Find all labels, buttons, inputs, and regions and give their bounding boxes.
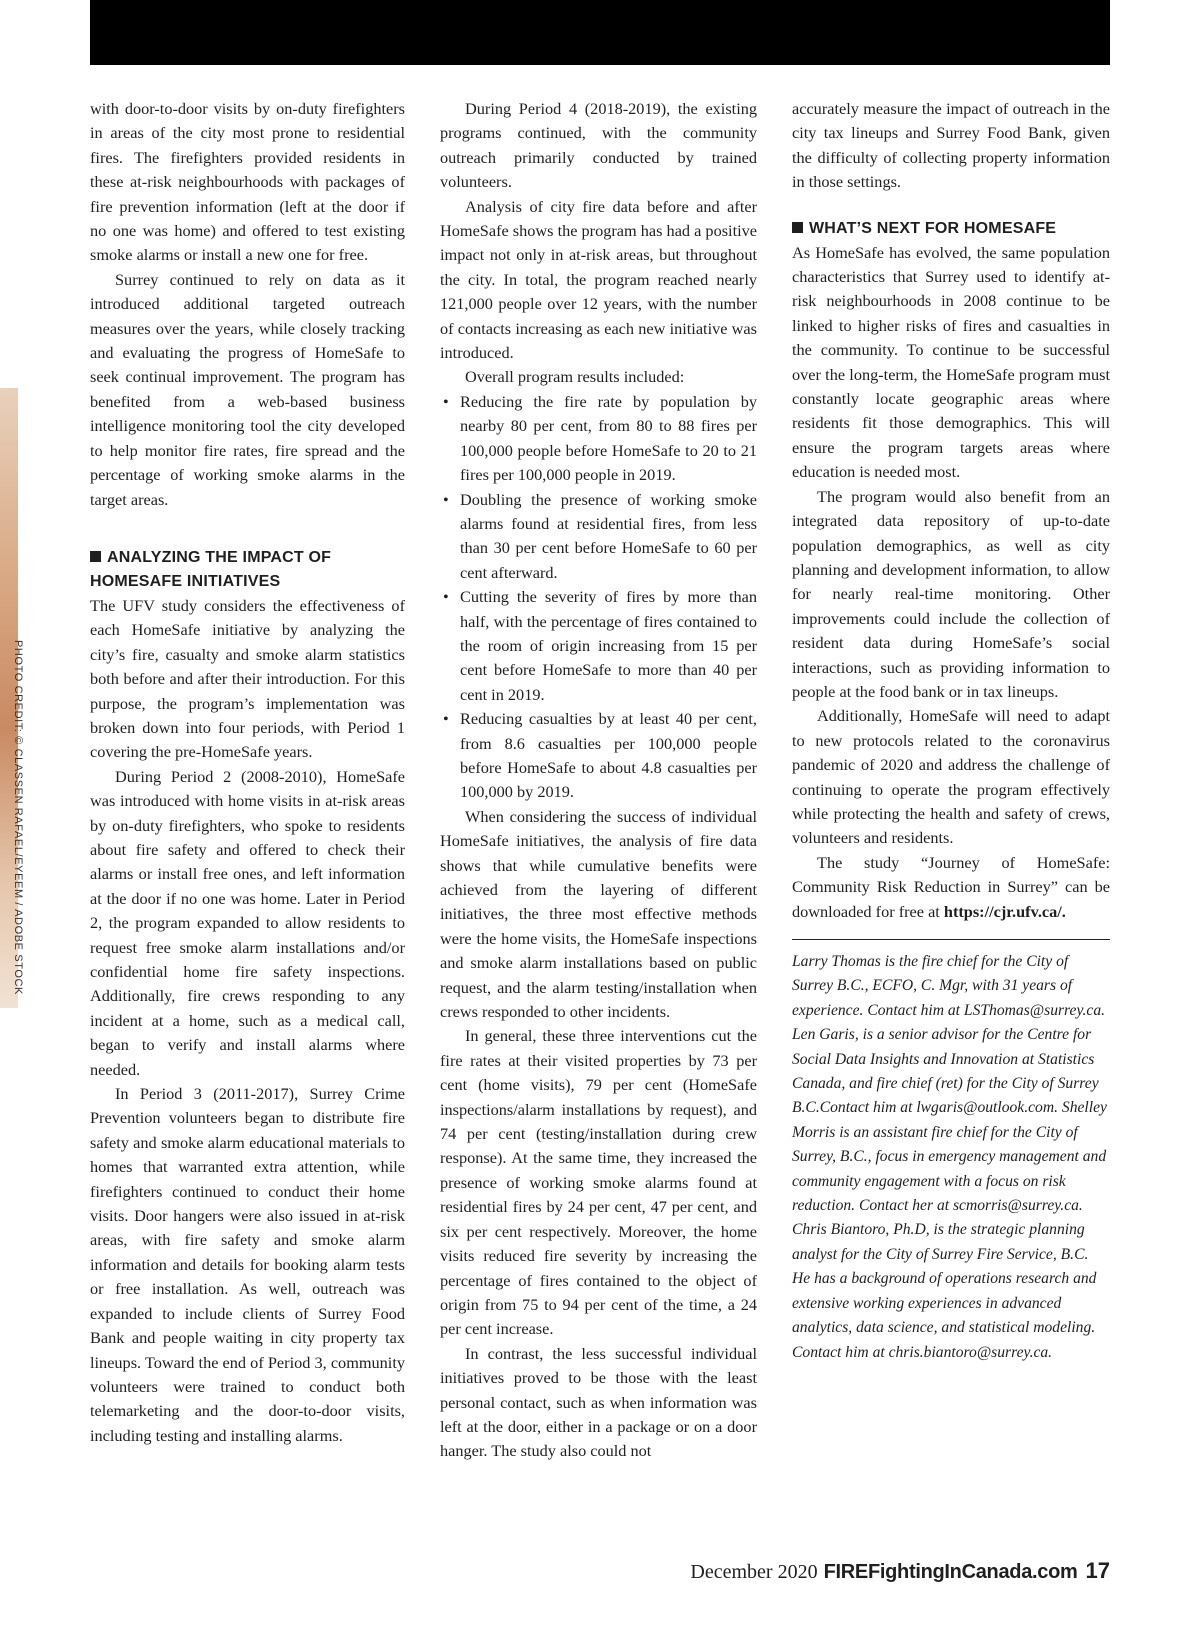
col3-paragraph-2: As HomeSafe has evolved, the same population characteristics that Surrey used to identify at-risk neighbourhoods in 2008 continue to be linked to higher risks of fires and casualties in the community. To continue to be successful over the long-term, the HomeSafe program must constantly locate geographic areas where residents fit those demographics. This will ensure the program targets areas where education is needed most.: [792, 242, 1110, 482]
col1-paragraph-3: The UFV study considers the effectiveness of each HomeSafe initiative by analyzing the city’s fire, casualty and smoke alarm statistics both before and after their introduction. For this purpose, the program’s implementation was broken down into four periods, with Period 1 covering the pre-HomeSafe years.: [90, 595, 405, 762]
section-heading-text: ANALYZING THE IMPACT OF HOMESAFE INITIATIVES: [90, 548, 332, 590]
col2-paragraph-2: Analysis of city fire data before and after HomeSafe shows the program has had a positive impact not only in at-risk areas, but throughout the city. In total, the program reached nearly 121,000 people over 12 years, with the number of contacts increasing as each new initiative was introduced.: [440, 196, 757, 363]
section-heading-text: WHAT’S NEXT FOR HOMESAFE: [809, 219, 1057, 237]
page-number: 17: [1085, 1558, 1110, 1583]
top-black-banner: [90, 0, 1110, 65]
author-bio: Larry Thomas is the fire chief for the City of Surrey B.C., ECFO, C. Mgr, with 31 years of experience. Contact him at LSThomas@surrey.ca. Len Garis, is a senior advisor for the Centre for Social Data Insights and Innovation at Statistics Canada, and fire chief (ret) for the City of Surrey B.C.Contact him at lwgaris@outlook.com. Shelley Morris is an assistant fire chief for the City of Surrey, B.C., focus in emergency management and community engagement with a focus on risk reduction. Contact her at scmorris@surrey.ca. Chris Biantoro, Ph.D, is the strategic planning analyst for the City of Surrey Fire Service, B.C. He has a background of operations research and extensive working experiences in advanced analytics, data science, and statistical modeling. Contact him at chris.biantoro@surrey.ca.: [792, 953, 1107, 1361]
col3-paragraph-1: accurately measure the impact of outreach in the city tax lineups and Surrey Food Bank, given the difficulty of collecting property information in those settings.: [792, 99, 1110, 192]
col3-paragraph-3: The program would also benefit from an integrated data repository of up-to-date population demographics, as well as city planning and development information, to allow for nearly real-time monitoring. Other improvements could include the collection of resident data during HomeSafe’s social interactions, such as providing information to people at the food bank or in tax lineups.: [792, 486, 1110, 701]
col2-paragraph-3: Overall program results included:: [465, 367, 685, 387]
column-2: [440, 97, 757, 1464]
col2-paragraph-5: In general, these three interventions cut the fire rates at their visited properties by 73 per cent (home visits), 79 per cent (HomeSafe inspections/alarm installations by request), and 74 per cent (testing/installation during crew response). At the same time, they increased the presence of working smoke alarms found at residential fires by 24 per cent, 47 per cent, and six per cent respectively. Moreover, the home visits reduced fire severity by increasing the percentage of fires contained to the object of origin from 75 to 94 per cent of the time, a 24 per cent increase.: [440, 1026, 757, 1339]
section-heading-whats-next: [792, 217, 1110, 241]
column-3: [792, 97, 1110, 1365]
bio-divider: [792, 939, 1110, 940]
list-item: • Doubling the presence of working smoke alarms found at residential fires, from less than 30 per cent before HomeSafe to 60 per cent afterward.: [440, 488, 757, 586]
square-bullet-icon: [792, 222, 803, 233]
footer-site: FIREFightingInCanada.com: [823, 1561, 1078, 1583]
results-list: [440, 390, 757, 805]
col2-paragraph-6: In contrast, the less successful individual initiatives proved to be those with the least personal contact, such as when information was left at the door, either in a package or on a door hanger. The study also could not: [440, 1343, 757, 1461]
col1-paragraph-1: with door-to-door visits by on-duty firefighters in areas of the city most prone to residential fires. The firefighters provided residents in these at-risk neighbourhoods with packages of fire prevention information (left at the door if no one was home) and offered to test existing smoke alarms or install a new one for free.: [90, 99, 405, 265]
section-heading-analyzing: [90, 546, 405, 594]
col1-paragraph-2: Surrey continued to rely on data as it introduced additional targeted outreach measures over the years, while closely tracking and evaluating the progress of HomeSafe to seek continual improvement. The program has benefited from a web-based business intelligence monitoring tool the city developed to help monitor fire rates, fire spread and the percentage of working smoke alarms in the target areas.: [90, 269, 405, 509]
col2-paragraph-1: During Period 4 (2018-2019), the existing programs continued, with the community outreach primarily conducted by trained volunteers.: [440, 99, 757, 192]
list-item: • Reducing the fire rate by population by nearby 80 per cent, from 80 to 88 fires per 100,000 people before HomeSafe to 20 to 21 fires per 100,000 people in 2019.: [440, 390, 757, 488]
list-item: • Cutting the severity of fires by more than half, with the percentage of fires contained to the room of origin increasing from 15 per cent before HomeSafe to more than 40 per cent in 2019.: [440, 585, 757, 707]
column-1: [90, 97, 405, 1448]
col3-paragraph-4: Additionally, HomeSafe will need to adapt to new protocols related to the coronavirus pandemic of 2020 and address the challenge of continuing to operate the program effectively while protecting the health and safety of crews, volunteers and residents.: [792, 706, 1110, 848]
square-bullet-icon: [90, 551, 101, 562]
col1-paragraph-4: During Period 2 (2008-2010), HomeSafe was introduced with home visits in at-risk areas by on-duty firefighters, who spoke to residents about fire safety and offered to check their alarms or install free ones, and left information at the door if no one was home. Later in Period 2, the program expanded to allow residents to request free smoke alarm installations and/or confidential home fire safety inspections. Additionally, fire crews responding to any incident at a home, such as a medical call, began to verify and install alarms where needed.: [90, 766, 405, 1079]
col1-paragraph-5: In Period 3 (2011-2017), Surrey Crime Prevention volunteers began to distribute fire safety and smoke alarm educational materials to homes that warranted extra attention, while firefighters continued to conduct their home visits. Door hangers were also issued in at-risk areas, with fire safety and smoke alarm information and details for booking alarm tests or free installation. As well, outreach was expanded to include clients of Surrey Food Bank and people waiting in city property tax lineups. Toward the end of Period 3, community volunteers were trained to conduct both telemarketing and the door-to-door visits, including testing and installing alarms.: [90, 1084, 405, 1445]
col2-paragraph-4: When considering the success of individual HomeSafe initiatives, the analysis of fire data shows that while cumulative benefits were achieved from the layering of different initiatives, the three most effective methods were the home visits, the HomeSafe inspections and smoke alarm installations based on public request, and the alarm testing/installation when crews responded to other incidents.: [440, 806, 757, 1022]
study-download-link[interactable]: https://cjr.ufv.ca/.: [943, 901, 1066, 921]
page-footer: [690, 1558, 1110, 1584]
list-item: • Reducing casualties by at least 40 per cent, from 8.6 casualties per 100,000 people before HomeSafe to about 4.8 casualties per 100,000 by 2019.: [440, 707, 757, 805]
footer-date: December 2020: [690, 1561, 818, 1583]
study-download-text: The study “Journey of HomeSafe: Community Risk Reduction in Surrey” can be downloaded for free at: [792, 852, 1110, 921]
col3-paragraph-5: [792, 851, 1110, 924]
photo-credit: PHOTO CREDIT: © CLASSEN RAFAEL/EYEEM / ADOBE STOCK: [12, 640, 24, 995]
